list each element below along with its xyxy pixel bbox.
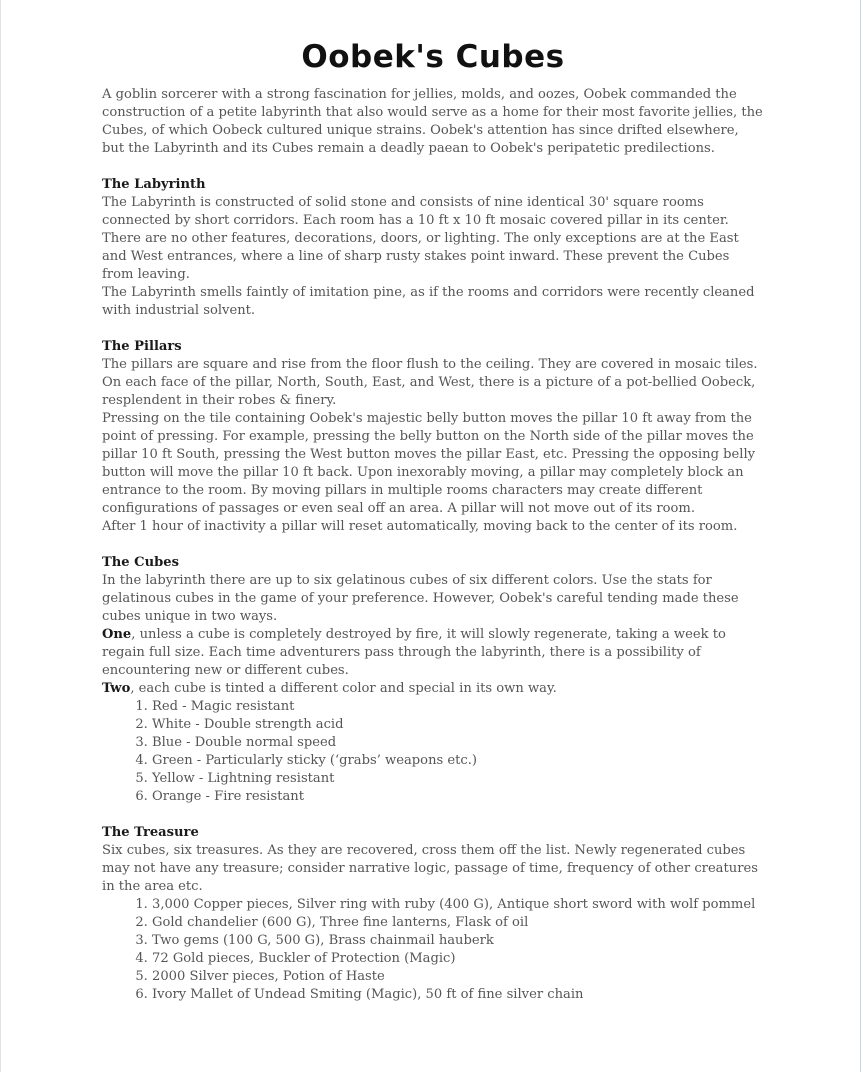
pillars-section: [102, 338, 764, 536]
cubes-section: [102, 554, 764, 806]
list-item: 3. Two gems (100 G, 500 G), Brass chainmail hauberk: [152, 932, 764, 950]
labyrinth-heading: The Labyrinth: [102, 177, 206, 192]
cubes-heading: The Cubes: [102, 555, 179, 570]
list-item: 2. White - Double strength acid: [152, 716, 764, 734]
treasure-heading: The Treasure: [102, 825, 199, 840]
list-item: 5. 2000 Silver pieces, Potion of Haste: [152, 968, 764, 986]
treasure-list: [102, 896, 764, 1004]
labyrinth-section: [102, 176, 764, 320]
cubes-paragraph-one: [102, 626, 764, 680]
treasure-paragraph-1: Six cubes, six treasures. As they are recovered, cross them off the list. Newly regenerated cubes may not have any treasure; consider narrative logic, passage of time, frequency of other creatures in the area etc.: [102, 843, 758, 894]
cubes-paragraph-two: [102, 680, 764, 698]
list-item: 3. Blue - Double normal speed: [152, 734, 764, 752]
list-item: 4. Green - Particularly sticky (‘grabs’ weapons etc.): [152, 752, 764, 770]
pillars-paragraph-3: After 1 hour of inactivity a pillar will reset automatically, moving back to the center of its room.: [102, 519, 738, 534]
list-item: 6. Orange - Fire resistant: [152, 788, 764, 806]
list-item: 6. Ivory Mallet of Undead Smiting (Magic), 50 ft of fine silver chain: [152, 986, 764, 1004]
document-body: [102, 38, 764, 1004]
list-item: 5. Yellow - Lightning resistant: [152, 770, 764, 788]
cubes-paragraph-1: In the labyrinth there are up to six gelatinous cubes of six different colors. Use the stats for gelatinous cubes in the game of your preference. However, Oobek's careful tending made these cubes unique in two ways.: [102, 573, 739, 624]
pillars-paragraph-1: The pillars are square and rise from the floor flush to the ceiling. They are covered in mosaic tiles. On each face of the pillar, North, South, East, and West, there is a picture of a pot-bellied Oobeck, resplendent in their robes & finery.: [102, 357, 758, 408]
cube-color-list: [102, 698, 764, 806]
treasure-section: [102, 824, 764, 1004]
labyrinth-paragraph-1: The Labyrinth is constructed of solid stone and consists of nine identical 30' square rooms connected by short corridors. Each room has a 10 ft x 10 ft mosaic covered pillar in its center. There are no other features, decorations, doors, or lighting. The only exceptions are at the East and West entrances, where a line of sharp rusty stakes point inward. These prevent the Cubes from leaving.: [102, 195, 739, 282]
labyrinth-paragraph-2: The Labyrinth smells faintly of imitation pine, as if the rooms and corridors were recently cleaned with industrial solvent.: [102, 285, 755, 318]
cubes-two-lead: Two: [102, 681, 131, 696]
pillars-heading: The Pillars: [102, 339, 182, 354]
list-item: 2. Gold chandelier (600 G), Three fine lanterns, Flask of oil: [152, 914, 764, 932]
intro-paragraph: A goblin sorcerer with a strong fascination for jellies, molds, and oozes, Oobek commanded the construction of a petite labyrinth that also would serve as a home for their most favorite jellies, the Cubes, of which Oobeck cultured unique strains. Oobek's attention has since drifted elsewhere, but the Labyrinth and its Cubes remain a deadly paean to Oobek's peripatetic predilections.: [102, 87, 763, 156]
list-item: 4. 72 Gold pieces, Buckler of Protection (Magic): [152, 950, 764, 968]
cubes-two-text: , each cube is tinted a different color and special in its own way.: [130, 681, 557, 696]
cubes-one-text: , unless a cube is completely destroyed by fire, it will slowly regenerate, taking a week to regain full size. Each time adventurers pass through the labyrinth, there is a possibility of encountering new or different cubes.: [102, 627, 726, 678]
list-item: 1. 3,000 Copper pieces, Silver ring with ruby (400 G), Antique short sword with wolf pommel: [152, 896, 764, 914]
cubes-one-lead: One: [102, 627, 132, 642]
list-item: 1. Red - Magic resistant: [152, 698, 764, 716]
page-title: Oobek's Cubes: [301, 39, 565, 75]
pillars-paragraph-2: Pressing on the tile containing Oobek's majestic belly button moves the pillar 10 ft away from the point of pressing. For example, pressing the belly button on the North side of the pillar moves the pillar 10 ft South, pressing the West button moves the pillar East, etc. Pressing the opposing belly button will move the pillar 10 ft back. Upon inexorably moving, a pillar may completely block an entrance to the room. By moving pillars in multiple rooms characters may create different configurations of passages or even seal off an area. A pillar will not move out of its room.: [102, 411, 756, 516]
